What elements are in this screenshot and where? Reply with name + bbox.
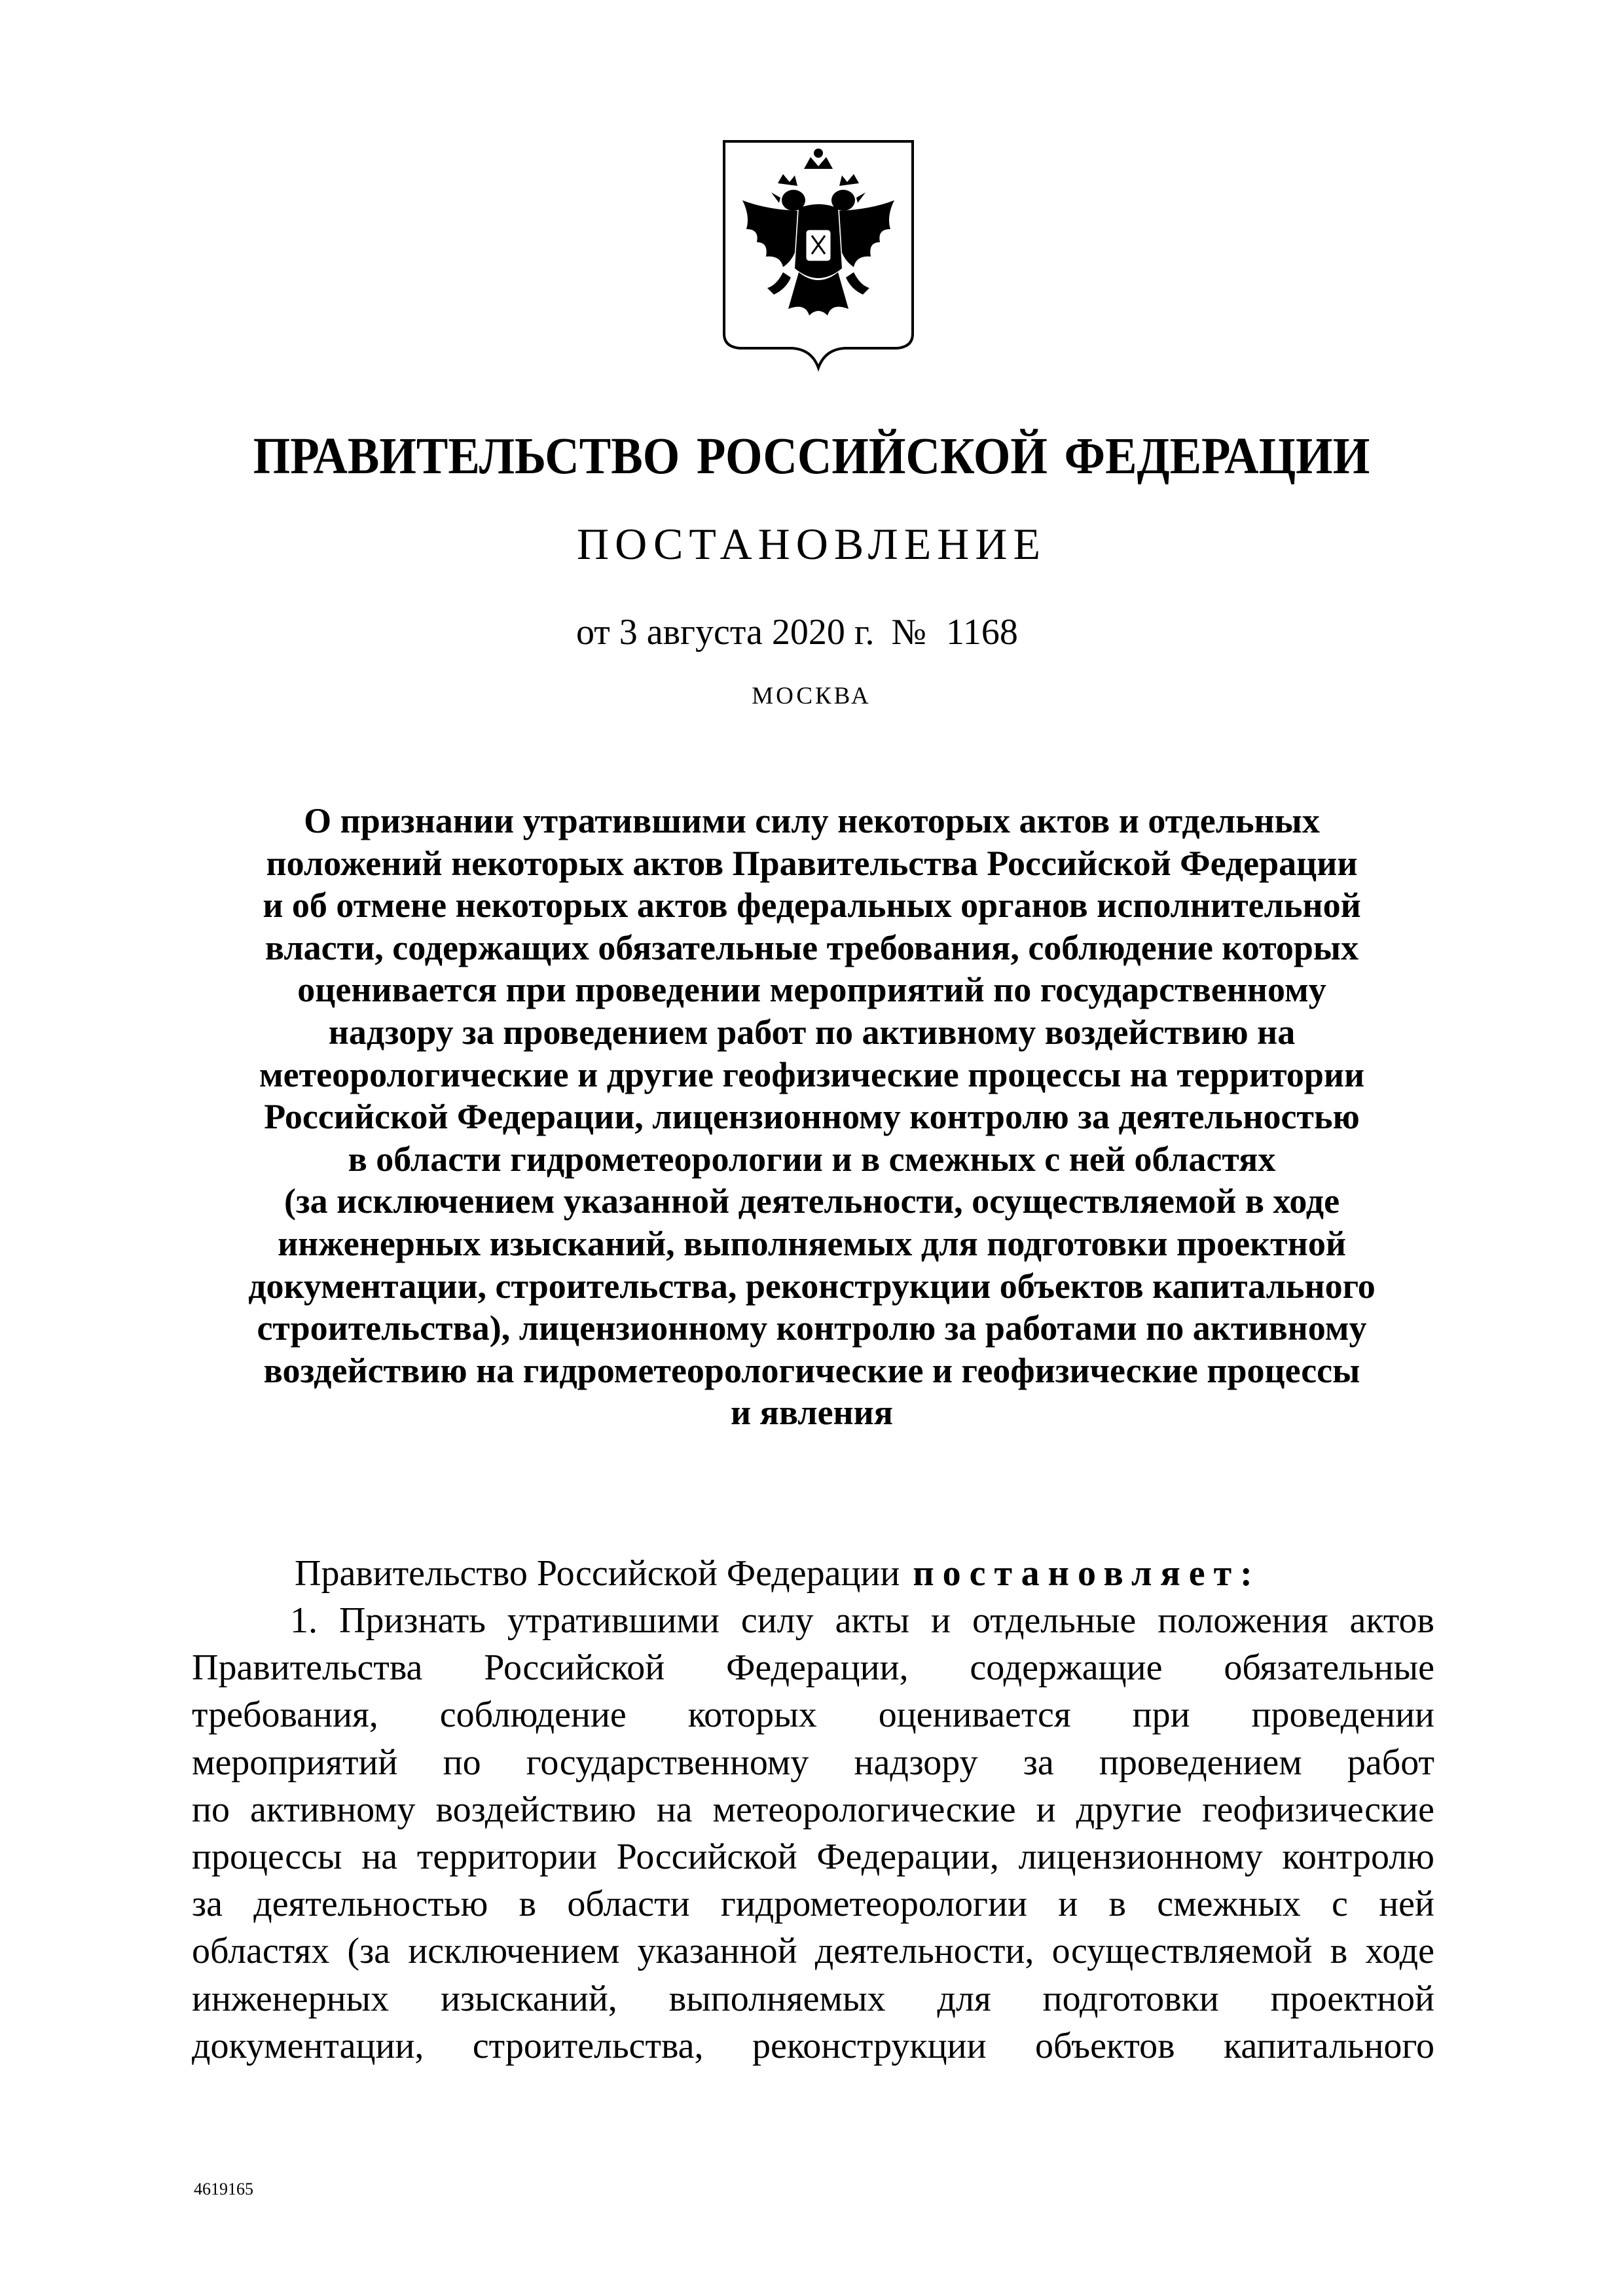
document-type: ПОСТАНОВЛЕНИЕ [576, 519, 1047, 569]
body-line: процессы на территории Российской Федерации, лицензионному контролю [192, 1836, 1434, 1877]
heading-line: О признании утратившими силу некоторых актов и отдельных [304, 801, 1320, 840]
heading-line: надзору за проведением работ по активному воздействию на [328, 1012, 1296, 1052]
preamble [295, 1550, 1261, 1597]
body-line: инженерных изысканий, выполняемых для подготовки проектной [192, 1978, 1434, 2019]
body-line: требования, соблюдение которых оценивается при проведении [192, 1695, 1434, 1736]
heading-line: документации, строительства, реконструкции объектов капитального [248, 1266, 1376, 1306]
document-number: 1168 [945, 612, 1018, 653]
body-line: областях (за исключением указанной деятельности, осуществляемой в ходе [192, 1931, 1434, 1972]
body-line: Правительства Российской Федерации, содержащие обязательные [192, 1647, 1434, 1689]
heading-line: метеорологические и другие геофизические процессы на территории [259, 1054, 1365, 1094]
body-line: мероприятий по государственному надзору за проведением работ [192, 1742, 1434, 1783]
heading-line: воздействию на гидрометеорологические и геофизические процессы [263, 1350, 1360, 1390]
body-line: 1. Признать утратившими силу акты и отдельные положения актов [290, 1600, 1434, 1641]
number-sign: № [891, 612, 926, 653]
heading-line: Российской Федерации, лицензионному контролю за деятельностью [264, 1097, 1360, 1137]
heading-line: (за исключением указанной деятельности, осуществляемой в ходе [283, 1181, 1340, 1221]
heading-line: и об отмене некоторых актов федеральных органов исполнительной [263, 886, 1361, 925]
document-code: 4619165 [194, 2179, 253, 2198]
government-title-word: РОССИЙСКОЙ [697, 428, 1048, 485]
heading-line: строительства), лицензионному контролю за работами по активному [257, 1308, 1367, 1348]
document-heading [196, 800, 1427, 1434]
government-title-word: ПРАВИТЕЛЬСТВО [253, 428, 680, 485]
city-name: МОСКВА [752, 683, 871, 709]
heading-line: власти, содержащих обязательные требования, соблюдение которых [264, 927, 1359, 967]
body-line: за деятельностью в области гидрометеорологии и в смежных с ней [192, 1884, 1434, 1925]
heading-line: положений некоторых актов Правительства Российской Федерации [266, 843, 1358, 883]
heading-line: и явления [731, 1393, 893, 1433]
body-line: документации, строительства, реконструкции объектов капитального [192, 2025, 1434, 2066]
russian-coat-of-arms-icon [720, 137, 917, 373]
paragraph-1 [192, 1597, 1434, 2070]
date-number-line [576, 606, 1018, 658]
document-date: от 3 августа 2020 г. [576, 612, 875, 653]
government-title-word: ФЕДЕРАЦИИ [1064, 428, 1370, 485]
coat-of-arms-emblem [720, 137, 917, 373]
heading-line: в области гидрометеорологии и в смежных с ней областях [348, 1139, 1276, 1179]
government-title [65, 424, 1558, 490]
heading-line: оценивается при проведении мероприятий по государственному [297, 970, 1326, 1010]
heading-line: инженерных изысканий, выполняемых для подготовки проектной [278, 1223, 1346, 1263]
decree-word: постановляет: [913, 1553, 1261, 1594]
preamble-text: Правительство Российской Федерации [295, 1553, 900, 1594]
body-line: по активному воздействию на метеорологические и другие геофизические [192, 1789, 1434, 1830]
